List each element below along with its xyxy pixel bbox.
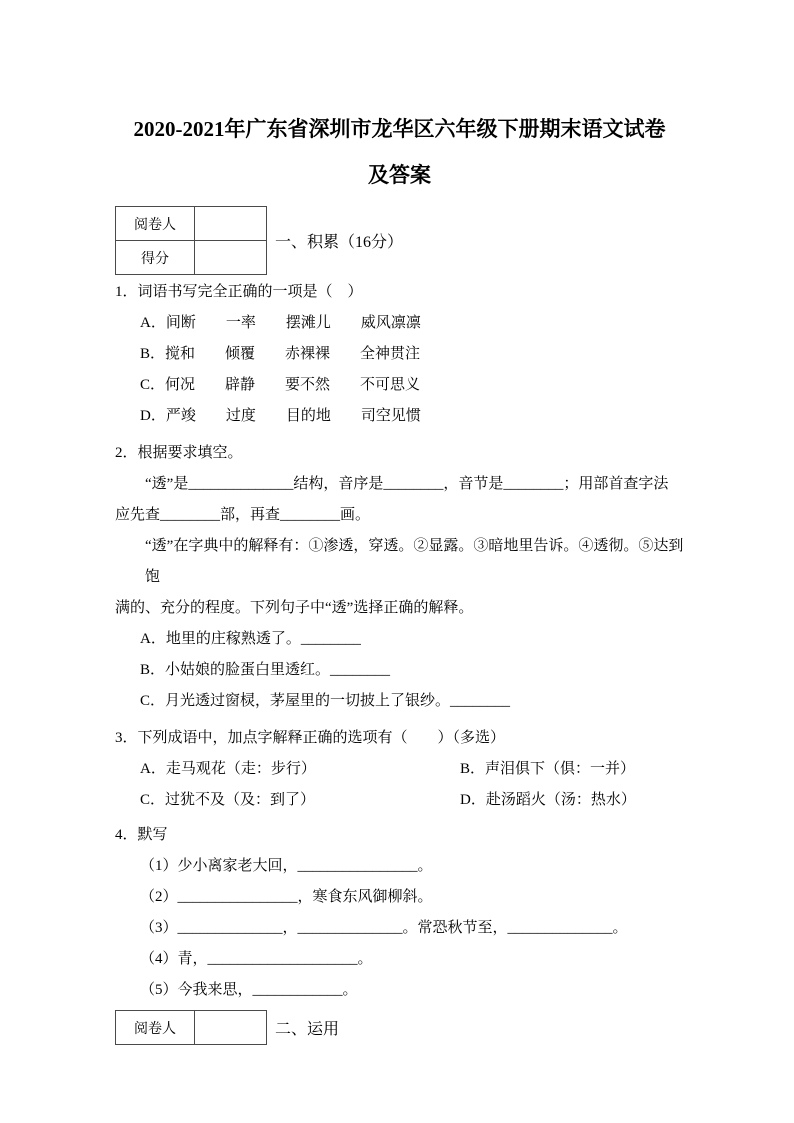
q3-option-a: A．走马观花（走：步行） (140, 761, 316, 777)
q4-item-2: （2）________________，寒食东风御柳斜。 (140, 889, 433, 905)
q2-paragraph-1-line-1: “透”是______________结构，音序是________，音节是________；用部首查字法 (145, 476, 669, 492)
q2-item-a: A．地里的庄稼熟透了。________ (140, 631, 361, 647)
q2-paragraph-2-line-1: “透”在字典中的解释有：①渗透，穿透。②显露。③暗地里告诉。④透彻。⑤达到饱 (145, 538, 684, 585)
q1-stem: 1．词语书写完全正确的一项是（ ） (115, 284, 363, 300)
q3-option-b: B．声泪俱下（俱：一并） (460, 761, 636, 777)
section-title-application: 二、运用 (275, 1021, 340, 1038)
question-2 (115, 438, 684, 717)
title-line-1: 2020-2021年广东省深圳市龙华区六年级下册期末语文试卷 (133, 117, 666, 141)
grader-score-block-top (115, 206, 684, 275)
q1-option-c: C．何况 辟静 要不然 不可思义 (140, 377, 421, 393)
q2-stem: 2．根据要求填空。 (115, 445, 243, 461)
grader-score-table-bottom (115, 1010, 267, 1045)
grader-score-block-bottom (115, 1010, 684, 1045)
section-title-accumulation: 一、积累（16分） (275, 234, 404, 251)
grader-blank-cell-bottom (195, 1011, 267, 1045)
grader-blank-cell (195, 207, 267, 241)
score-label: 得分 (116, 241, 195, 275)
q2-item-b: B．小姑娘的脸蛋白里透红。________ (140, 662, 391, 678)
q4-stem: 4．默写 (115, 827, 168, 843)
q3-option-c: C．过犹不及（及：到了） (140, 792, 316, 808)
q3-option-d: D．赴汤蹈火（汤：热水） (460, 792, 636, 808)
question-4 (115, 820, 684, 1006)
grader-score-table-top (115, 206, 267, 275)
q4-item-3: （3）______________，______________。常恐秋节至，______________。 (140, 920, 628, 936)
q4-item-1: （1）少小离家老大回，________________。 (140, 858, 433, 874)
question-3 (115, 723, 684, 816)
q1-option-b: B．搅和 倾覆 赤裸裸 全神贯注 (140, 346, 421, 362)
q3-stem: 3．下列成语中，加点字解释正确的选项有（ ）（多选） (115, 730, 506, 746)
title-line-2: 及答案 (368, 163, 431, 187)
q2-item-c: C．月光透过窗棂，茅屋里的一切披上了银纱。________ (140, 693, 511, 709)
q2-paragraph-1-line-2: 应先查________部，再查________画。 (115, 507, 371, 523)
q2-paragraph-2-line-2: 满的、充分的程度。下列句子中“透”选择正确的解释。 (115, 600, 474, 616)
q4-item-4: （4）青，____________________。 (140, 951, 373, 967)
q3-options-grid (115, 754, 684, 816)
q1-option-a: A．间断 一率 摆滩儿 威风凛凛 (140, 315, 421, 331)
score-blank-cell (195, 241, 267, 275)
question-1 (115, 277, 684, 432)
page-title (115, 106, 684, 198)
grader-label-bottom: 阅卷人 (116, 1011, 195, 1045)
q4-item-5: （5）今我来思，____________。 (140, 982, 358, 998)
q1-option-d: D．严竣 过度 目的地 司空见惯 (140, 408, 421, 424)
grader-label: 阅卷人 (116, 207, 195, 241)
